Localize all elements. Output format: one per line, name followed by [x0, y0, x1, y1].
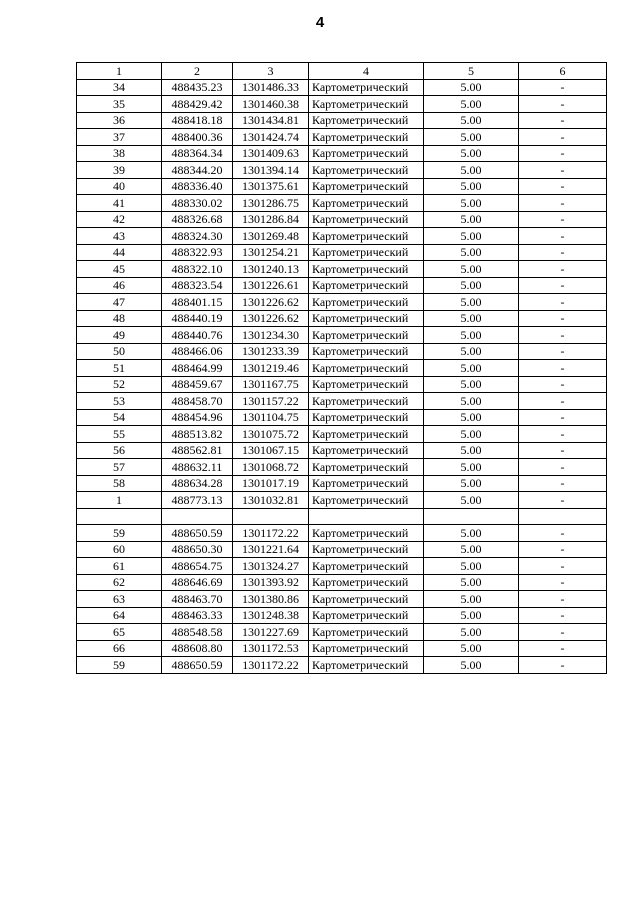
accuracy-cell: 5.00: [424, 112, 519, 129]
point-number-cell: 58: [77, 475, 162, 492]
method-cell: Картометрический: [309, 607, 424, 624]
point-number-cell: 41: [77, 195, 162, 212]
note-cell: -: [519, 343, 607, 360]
note-cell: -: [519, 591, 607, 608]
y-coordinate-cell: 1301254.21: [233, 244, 309, 261]
header-cell: 5: [424, 63, 519, 80]
note-cell: -: [519, 442, 607, 459]
point-number-cell: 63: [77, 591, 162, 608]
note-cell: -: [519, 145, 607, 162]
table-row: [77, 376, 607, 393]
point-number-cell: 56: [77, 442, 162, 459]
table-row: [77, 96, 607, 113]
x-coordinate-cell: 488632.11: [162, 459, 233, 476]
note-cell: -: [519, 624, 607, 641]
note-cell: -: [519, 409, 607, 426]
method-cell: Картометрический: [309, 624, 424, 641]
accuracy-cell: 5.00: [424, 574, 519, 591]
x-coordinate-cell: 488364.34: [162, 145, 233, 162]
header-cell: 4: [309, 63, 424, 80]
x-coordinate-cell: 488654.75: [162, 558, 233, 575]
point-number-cell: 66: [77, 640, 162, 657]
table-row: [77, 442, 607, 459]
x-coordinate-cell: 488323.54: [162, 277, 233, 294]
method-cell: Картометрический: [309, 228, 424, 245]
accuracy-cell: 5.00: [424, 558, 519, 575]
x-coordinate-cell: 488650.59: [162, 657, 233, 674]
accuracy-cell: 5.00: [424, 228, 519, 245]
y-coordinate-cell: 1301240.13: [233, 261, 309, 278]
y-coordinate-cell: 1301409.63: [233, 145, 309, 162]
x-coordinate-cell: 488463.70: [162, 591, 233, 608]
page-number: 4: [315, 14, 325, 31]
y-coordinate-cell: 1301157.22: [233, 393, 309, 410]
table-row: [77, 112, 607, 129]
accuracy-cell: 5.00: [424, 79, 519, 96]
header-cell: 1: [77, 63, 162, 80]
x-coordinate-cell: 488634.28: [162, 475, 233, 492]
header-cell: 6: [519, 63, 607, 80]
note-cell: -: [519, 162, 607, 179]
accuracy-cell: 5.00: [424, 442, 519, 459]
accuracy-cell: 5.00: [424, 178, 519, 195]
accuracy-cell: 5.00: [424, 129, 519, 146]
accuracy-cell: 5.00: [424, 657, 519, 674]
table-row: [77, 657, 607, 674]
method-cell: Картометрический: [309, 640, 424, 657]
method-cell: Картометрический: [309, 294, 424, 311]
method-cell: [309, 508, 424, 525]
x-coordinate-cell: 488440.19: [162, 310, 233, 327]
y-coordinate-cell: 1301234.30: [233, 327, 309, 344]
note-cell: -: [519, 393, 607, 410]
x-coordinate-cell: 488773.13: [162, 492, 233, 509]
point-number-cell: 57: [77, 459, 162, 476]
point-number-cell: 61: [77, 558, 162, 575]
point-number-cell: 60: [77, 541, 162, 558]
y-coordinate-cell: 1301068.72: [233, 459, 309, 476]
y-coordinate-cell: 1301375.61: [233, 178, 309, 195]
method-cell: Картометрический: [309, 145, 424, 162]
table-row: [77, 541, 607, 558]
x-coordinate-cell: 488466.06: [162, 343, 233, 360]
table-row: [77, 591, 607, 608]
table-row: [77, 360, 607, 377]
accuracy-cell: 5.00: [424, 492, 519, 509]
method-cell: Картометрический: [309, 162, 424, 179]
y-coordinate-cell: 1301226.62: [233, 294, 309, 311]
accuracy-cell: 5.00: [424, 261, 519, 278]
table-body: [77, 79, 607, 673]
accuracy-cell: 5.00: [424, 525, 519, 542]
table-row: [77, 277, 607, 294]
point-number-cell: 50: [77, 343, 162, 360]
point-number-cell: 38: [77, 145, 162, 162]
table-row: [77, 558, 607, 575]
note-cell: -: [519, 459, 607, 476]
accuracy-cell: 5.00: [424, 475, 519, 492]
method-cell: Картометрический: [309, 261, 424, 278]
x-coordinate-cell: 488435.23: [162, 79, 233, 96]
y-coordinate-cell: 1301424.74: [233, 129, 309, 146]
point-number-cell: [77, 508, 162, 525]
method-cell: Картометрический: [309, 475, 424, 492]
x-coordinate-cell: 488330.02: [162, 195, 233, 212]
x-coordinate-cell: 488513.82: [162, 426, 233, 443]
y-coordinate-cell: 1301380.86: [233, 591, 309, 608]
x-coordinate-cell: 488464.99: [162, 360, 233, 377]
note-cell: -: [519, 574, 607, 591]
coordinates-table: [76, 62, 607, 674]
table-row: [77, 261, 607, 278]
table-row: [77, 195, 607, 212]
method-cell: Картометрический: [309, 327, 424, 344]
method-cell: Картометрический: [309, 343, 424, 360]
table-row: [77, 343, 607, 360]
x-coordinate-cell: 488322.10: [162, 261, 233, 278]
method-cell: Картометрический: [309, 360, 424, 377]
y-coordinate-cell: 1301221.64: [233, 541, 309, 558]
accuracy-cell: 5.00: [424, 607, 519, 624]
point-number-cell: 54: [77, 409, 162, 426]
x-coordinate-cell: 488459.67: [162, 376, 233, 393]
note-cell: [519, 508, 607, 525]
method-cell: Картометрический: [309, 129, 424, 146]
point-number-cell: 44: [77, 244, 162, 261]
y-coordinate-cell: 1301219.46: [233, 360, 309, 377]
method-cell: Картометрический: [309, 244, 424, 261]
accuracy-cell: 5.00: [424, 195, 519, 212]
table-row: [77, 624, 607, 641]
y-coordinate-cell: 1301434.81: [233, 112, 309, 129]
table-row: [77, 211, 607, 228]
point-number-cell: 36: [77, 112, 162, 129]
point-number-cell: 42: [77, 211, 162, 228]
x-coordinate-cell: 488324.30: [162, 228, 233, 245]
x-coordinate-cell: 488401.15: [162, 294, 233, 311]
point-number-cell: 37: [77, 129, 162, 146]
note-cell: -: [519, 558, 607, 575]
accuracy-cell: 5.00: [424, 426, 519, 443]
point-number-cell: 45: [77, 261, 162, 278]
x-coordinate-cell: 488454.96: [162, 409, 233, 426]
method-cell: Картометрический: [309, 178, 424, 195]
accuracy-cell: 5.00: [424, 294, 519, 311]
note-cell: -: [519, 327, 607, 344]
method-cell: Картометрический: [309, 112, 424, 129]
point-number-cell: 59: [77, 525, 162, 542]
table-row: [77, 393, 607, 410]
point-number-cell: 55: [77, 426, 162, 443]
accuracy-cell: 5.00: [424, 591, 519, 608]
x-coordinate-cell: 488458.70: [162, 393, 233, 410]
note-cell: -: [519, 657, 607, 674]
method-cell: Картометрический: [309, 459, 424, 476]
y-coordinate-cell: 1301269.48: [233, 228, 309, 245]
method-cell: Картометрический: [309, 96, 424, 113]
y-coordinate-cell: 1301226.62: [233, 310, 309, 327]
accuracy-cell: 5.00: [424, 360, 519, 377]
method-cell: Картометрический: [309, 376, 424, 393]
note-cell: -: [519, 541, 607, 558]
x-coordinate-cell: 488429.42: [162, 96, 233, 113]
table-row: [77, 228, 607, 245]
note-cell: -: [519, 261, 607, 278]
x-coordinate-cell: 488463.33: [162, 607, 233, 624]
x-coordinate-cell: 488650.59: [162, 525, 233, 542]
point-number-cell: 47: [77, 294, 162, 311]
header-cell: 3: [233, 63, 309, 80]
x-coordinate-cell: 488646.69: [162, 574, 233, 591]
y-coordinate-cell: 1301067.15: [233, 442, 309, 459]
method-cell: Картометрический: [309, 525, 424, 542]
x-coordinate-cell: 488608.80: [162, 640, 233, 657]
note-cell: -: [519, 492, 607, 509]
y-coordinate-cell: 1301172.22: [233, 525, 309, 542]
y-coordinate-cell: 1301075.72: [233, 426, 309, 443]
note-cell: -: [519, 310, 607, 327]
note-cell: -: [519, 277, 607, 294]
accuracy-cell: 5.00: [424, 376, 519, 393]
y-coordinate-cell: 1301233.39: [233, 343, 309, 360]
point-number-cell: 34: [77, 79, 162, 96]
accuracy-cell: 5.00: [424, 624, 519, 641]
accuracy-cell: 5.00: [424, 541, 519, 558]
note-cell: -: [519, 96, 607, 113]
table-row: [77, 129, 607, 146]
x-coordinate-cell: 488344.20: [162, 162, 233, 179]
x-coordinate-cell: 488336.40: [162, 178, 233, 195]
table-row: [77, 310, 607, 327]
table-row: [77, 294, 607, 311]
accuracy-cell: 5.00: [424, 327, 519, 344]
table-row: [77, 327, 607, 344]
x-coordinate-cell: 488400.36: [162, 129, 233, 146]
note-cell: -: [519, 211, 607, 228]
table-row: [77, 492, 607, 509]
accuracy-cell: 5.00: [424, 96, 519, 113]
y-coordinate-cell: 1301017.19: [233, 475, 309, 492]
note-cell: -: [519, 607, 607, 624]
y-coordinate-cell: 1301172.53: [233, 640, 309, 657]
note-cell: -: [519, 228, 607, 245]
table-row: [77, 475, 607, 492]
note-cell: -: [519, 426, 607, 443]
x-coordinate-cell: [162, 508, 233, 525]
point-number-cell: 43: [77, 228, 162, 245]
note-cell: -: [519, 112, 607, 129]
point-number-cell: 59: [77, 657, 162, 674]
method-cell: Картометрический: [309, 541, 424, 558]
table-row: [77, 640, 607, 657]
note-cell: -: [519, 129, 607, 146]
y-coordinate-cell: 1301104.75: [233, 409, 309, 426]
x-coordinate-cell: 488650.30: [162, 541, 233, 558]
method-cell: Картометрический: [309, 195, 424, 212]
note-cell: -: [519, 178, 607, 195]
method-cell: Картометрический: [309, 558, 424, 575]
x-coordinate-cell: 488562.81: [162, 442, 233, 459]
note-cell: -: [519, 640, 607, 657]
table-row: [77, 244, 607, 261]
method-cell: Картометрический: [309, 657, 424, 674]
point-number-cell: 62: [77, 574, 162, 591]
point-number-cell: 46: [77, 277, 162, 294]
method-cell: Картометрический: [309, 393, 424, 410]
table-row: [77, 162, 607, 179]
header-row: [77, 63, 607, 80]
note-cell: -: [519, 525, 607, 542]
method-cell: Картометрический: [309, 442, 424, 459]
note-cell: -: [519, 244, 607, 261]
y-coordinate-cell: 1301167.75: [233, 376, 309, 393]
note-cell: -: [519, 376, 607, 393]
x-coordinate-cell: 488322.93: [162, 244, 233, 261]
x-coordinate-cell: 488440.76: [162, 327, 233, 344]
x-coordinate-cell: 488326.68: [162, 211, 233, 228]
table-row: [77, 525, 607, 542]
method-cell: Картометрический: [309, 409, 424, 426]
method-cell: Картометрический: [309, 310, 424, 327]
y-coordinate-cell: 1301286.84: [233, 211, 309, 228]
y-coordinate-cell: 1301324.27: [233, 558, 309, 575]
accuracy-cell: 5.00: [424, 310, 519, 327]
table-row: [77, 409, 607, 426]
method-cell: Картометрический: [309, 591, 424, 608]
accuracy-cell: [424, 508, 519, 525]
y-coordinate-cell: 1301227.69: [233, 624, 309, 641]
point-number-cell: 65: [77, 624, 162, 641]
point-number-cell: 53: [77, 393, 162, 410]
x-coordinate-cell: 488418.18: [162, 112, 233, 129]
x-coordinate-cell: 488548.58: [162, 624, 233, 641]
accuracy-cell: 5.00: [424, 145, 519, 162]
y-coordinate-cell: [233, 508, 309, 525]
y-coordinate-cell: 1301286.75: [233, 195, 309, 212]
header-cell: 2: [162, 63, 233, 80]
accuracy-cell: 5.00: [424, 393, 519, 410]
table-row: [77, 508, 607, 525]
accuracy-cell: 5.00: [424, 244, 519, 261]
method-cell: Картометрический: [309, 574, 424, 591]
y-coordinate-cell: 1301393.92: [233, 574, 309, 591]
note-cell: -: [519, 475, 607, 492]
point-number-cell: 48: [77, 310, 162, 327]
point-number-cell: 52: [77, 376, 162, 393]
y-coordinate-cell: 1301248.38: [233, 607, 309, 624]
accuracy-cell: 5.00: [424, 162, 519, 179]
point-number-cell: 1: [77, 492, 162, 509]
table-row: [77, 607, 607, 624]
y-coordinate-cell: 1301032.81: [233, 492, 309, 509]
accuracy-cell: 5.00: [424, 277, 519, 294]
y-coordinate-cell: 1301226.61: [233, 277, 309, 294]
point-number-cell: 40: [77, 178, 162, 195]
table-row: [77, 459, 607, 476]
point-number-cell: 64: [77, 607, 162, 624]
accuracy-cell: 5.00: [424, 409, 519, 426]
method-cell: Картометрический: [309, 277, 424, 294]
table-row: [77, 178, 607, 195]
y-coordinate-cell: 1301172.22: [233, 657, 309, 674]
accuracy-cell: 5.00: [424, 343, 519, 360]
point-number-cell: 39: [77, 162, 162, 179]
method-cell: Картометрический: [309, 492, 424, 509]
table-row: [77, 426, 607, 443]
accuracy-cell: 5.00: [424, 459, 519, 476]
y-coordinate-cell: 1301460.38: [233, 96, 309, 113]
note-cell: -: [519, 294, 607, 311]
note-cell: -: [519, 79, 607, 96]
accuracy-cell: 5.00: [424, 211, 519, 228]
note-cell: -: [519, 195, 607, 212]
y-coordinate-cell: 1301486.33: [233, 79, 309, 96]
y-coordinate-cell: 1301394.14: [233, 162, 309, 179]
table-row: [77, 79, 607, 96]
method-cell: Картометрический: [309, 211, 424, 228]
accuracy-cell: 5.00: [424, 640, 519, 657]
point-number-cell: 51: [77, 360, 162, 377]
table-row: [77, 574, 607, 591]
table-row: [77, 145, 607, 162]
method-cell: Картометрический: [309, 426, 424, 443]
note-cell: -: [519, 360, 607, 377]
point-number-cell: 49: [77, 327, 162, 344]
method-cell: Картометрический: [309, 79, 424, 96]
point-number-cell: 35: [77, 96, 162, 113]
